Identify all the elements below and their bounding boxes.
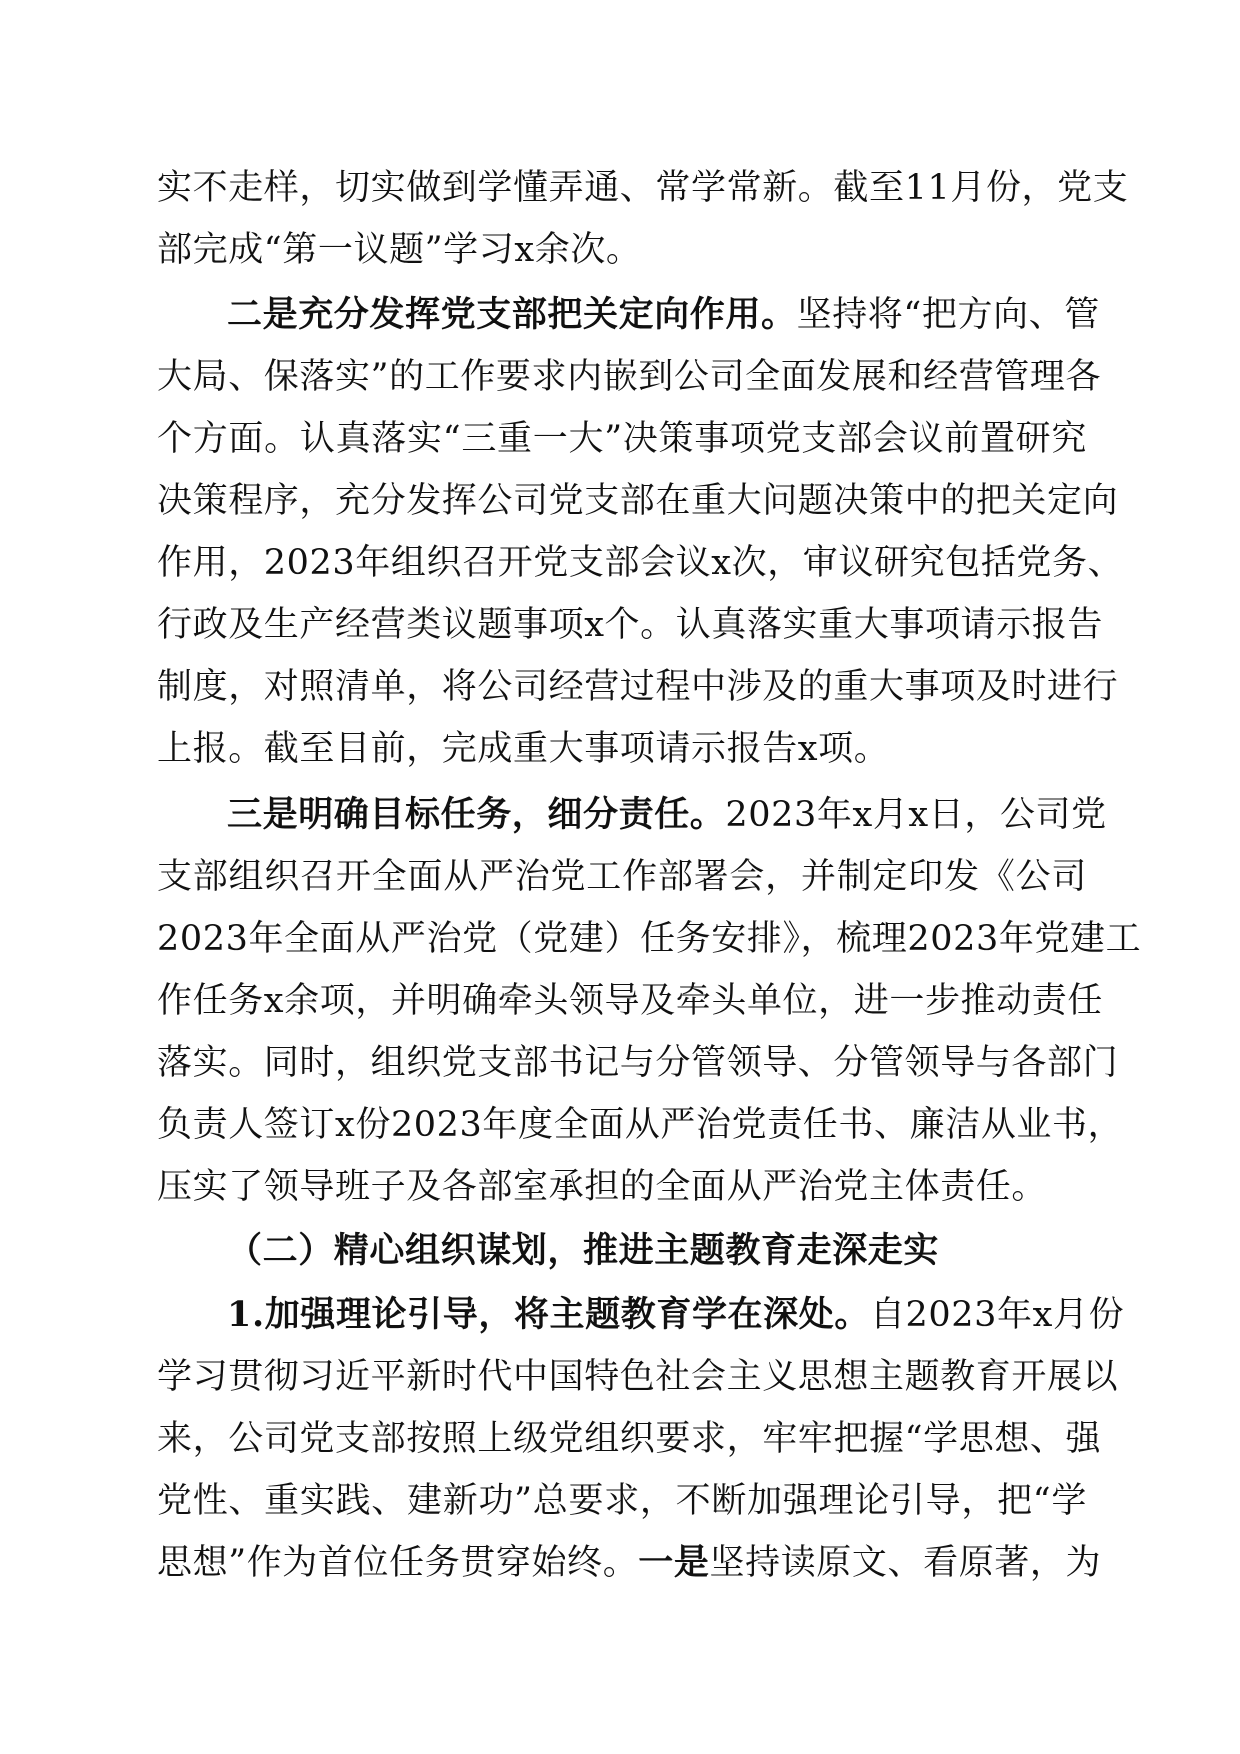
text-line bbox=[157, 846, 1087, 908]
section-heading bbox=[227, 1220, 1087, 1282]
text-run: 制度，对照清单，将公司经营过程中涉及的重大事项及时进行 bbox=[157, 667, 1119, 707]
text-run: 2023年x月x日，公司党 bbox=[725, 795, 1107, 835]
text-run: 行政及生产经营类议题事项x个。认真落实重大事项请示报告 bbox=[157, 605, 1103, 645]
text-line bbox=[157, 219, 1087, 281]
text-run: 学习贯彻习近平新时代中国特色社会主义思想主题教育开展以 bbox=[157, 1357, 1119, 1397]
paragraph-3-title: 三是明确目标任务，细分责任。 bbox=[227, 794, 726, 835]
text-line bbox=[157, 157, 1129, 219]
text-run: 部完成“第一议题”学习x余次。 bbox=[157, 230, 642, 270]
text-run: 落实。同时，组织党支部书记与分管领导、分管领导与各部门 bbox=[157, 1043, 1119, 1083]
text-run: 负责人签订x份2023年度全面从严治党责任书、廉洁从业书， bbox=[157, 1105, 1124, 1145]
text-line bbox=[157, 1408, 1102, 1470]
text-run: 2023年全面从严治党（党建）任务安排》，梳理2023年党建工 bbox=[157, 919, 1142, 959]
text-run: 来，公司党支部按照上级党组织要求，牢牢把握“学思想、强 bbox=[157, 1419, 1102, 1459]
paragraph-4-title: 1.加强理论引导，将主题教育学在深处。 bbox=[227, 1294, 870, 1335]
text-run: 坚持将“把方向、管 bbox=[796, 295, 1100, 335]
text-run: 压实了领导班子及各部室承担的全面从严治党主体责任。 bbox=[157, 1167, 1048, 1207]
text-line bbox=[157, 1032, 1119, 1094]
text-run: 上报。截至目前，完成重大事项请示报告x项。 bbox=[157, 729, 890, 769]
text-run: 自2023年x月份 bbox=[869, 1295, 1125, 1335]
text-line bbox=[157, 1156, 1087, 1218]
text-line bbox=[157, 1094, 1124, 1156]
text-run: 支部组织召开全面从严治党工作部署会，并制定印发《公司 bbox=[157, 857, 1087, 897]
text-run: 作任务x余项，并明确牵头领导及牵头单位，进一步推动责任 bbox=[157, 981, 1103, 1021]
text-line bbox=[157, 1346, 1119, 1408]
paragraph-3-first-line bbox=[227, 784, 1107, 846]
text-line bbox=[157, 908, 1142, 970]
enumeration-marker: 一是 bbox=[638, 1542, 710, 1583]
paragraph-2-first-line bbox=[227, 284, 1100, 346]
text-line bbox=[157, 532, 1124, 594]
text-run: 党性、重实践、建新功”总要求，不断加强理论引导，把“学 bbox=[157, 1481, 1087, 1521]
text-run: 决策程序，充分发挥公司党支部在重大问题决策中的把关定向 bbox=[157, 481, 1119, 521]
paragraph-4-first-line bbox=[227, 1284, 1125, 1346]
text-line bbox=[157, 1470, 1087, 1532]
text-run: 大局、保落实”的工作要求内嵌到公司全面发展和经营管理各 bbox=[157, 357, 1102, 397]
section-heading-text: （二）精心组织谋划，推进主题教育走深走实 bbox=[227, 1230, 940, 1271]
text-line bbox=[157, 408, 1087, 470]
text-line bbox=[157, 1532, 1102, 1594]
paragraph-2-title: 二是充分发挥党支部把关定向作用。 bbox=[227, 294, 797, 335]
text-run: 思想”作为首位任务贯穿始终。 bbox=[157, 1543, 639, 1583]
text-line bbox=[157, 656, 1119, 718]
text-run: 坚持读原文、看原著，为 bbox=[709, 1543, 1102, 1583]
text-line bbox=[157, 470, 1119, 532]
text-run: 作用，2023年组织召开党支部会议x次，审议研究包括党务、 bbox=[157, 543, 1124, 583]
text-run: 个方面。认真落实“三重一大”决策事项党支部会议前置研究 bbox=[157, 419, 1087, 459]
text-line bbox=[157, 594, 1103, 656]
text-line bbox=[157, 718, 1087, 780]
text-run: 实不走样，切实做到学懂弄通、常学常新。截至11月份，党支 bbox=[157, 168, 1129, 208]
text-line bbox=[157, 346, 1102, 408]
text-line bbox=[157, 970, 1103, 1032]
